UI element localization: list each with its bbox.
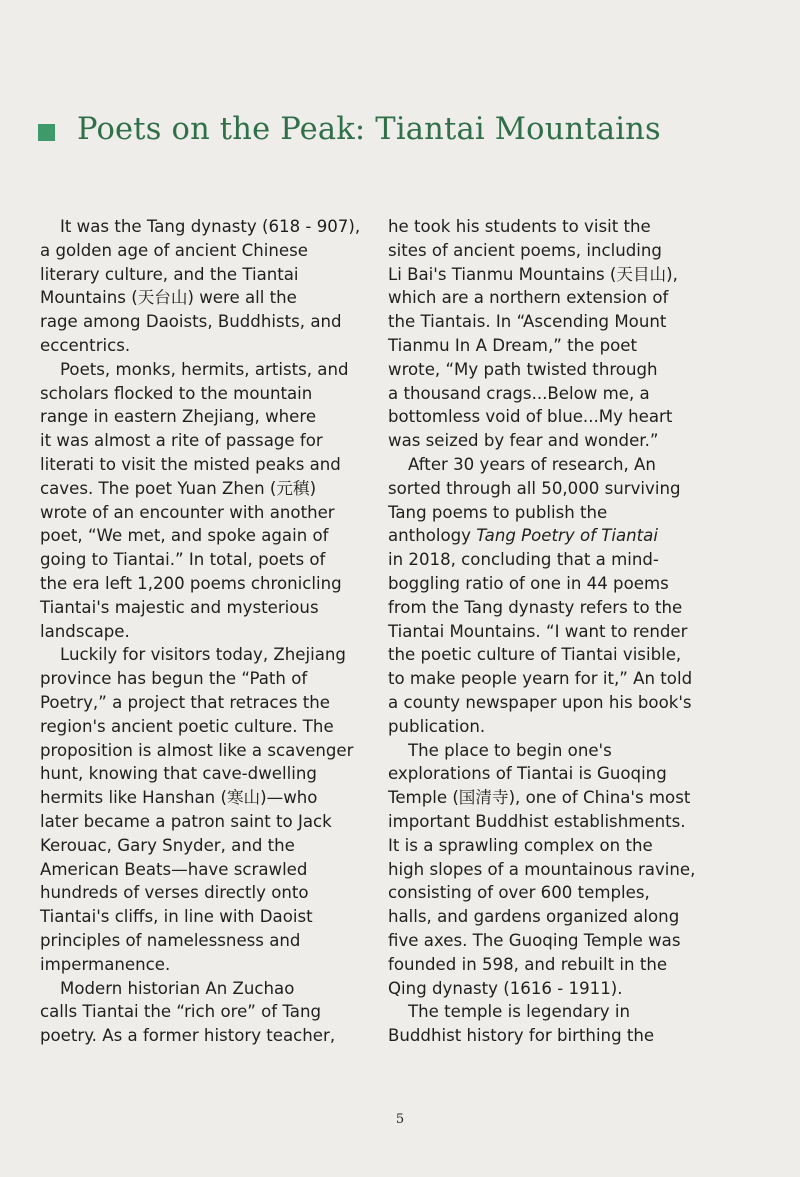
text-line: which are a northern extension of [388,288,669,308]
text-line: in 2018, concluding that a mind- [388,550,659,570]
text-line: After 30 years of research, An [408,454,656,474]
text-line: Luckily for visitors today, Zhejiang [60,645,346,665]
text-line: sorted through all 50,000 surviving [388,478,681,498]
text-line: literary culture, and the Tiantai [40,264,299,284]
text-line: Qing dynasty (1616 - 1911). [388,978,623,998]
text-line: Poets, monks, hermits, artists, and [60,359,349,379]
text-line: hunt, knowing that cave-dwelling [40,764,317,784]
text-line: a thousand crags...Below me, a [388,383,650,403]
text-line: boggling ratio of one in 44 poems [388,573,669,593]
text-line: he took his students to visit the [388,217,651,236]
text-line: hundreds of verses directly onto [40,883,309,903]
text-line: The temple is legendary in [408,1002,630,1022]
text-line: publication. [388,716,486,736]
text-line: sites of ancient poems, including [388,240,662,260]
left-column [40,215,366,1048]
text-line: bottomless void of blue...My heart [388,407,673,427]
text-line: Tiantai's majestic and mysterious [40,597,319,617]
text-line: it was almost a rite of passage for [40,431,323,451]
right-column [388,215,714,1048]
text-line: Poetry,” a project that retraces the [40,692,331,712]
text-line: region's ancient poetic culture. The [40,716,334,736]
text-line: Tang poems to publish the [388,502,608,522]
page-number: 5 [395,1112,405,1127]
text-line: going to Tiantai.” In total, poets of [40,550,326,570]
text-line: Buddhist history for birthing the [388,1026,655,1046]
text-line: five axes. The Guoqing Temple was [388,930,681,950]
text-line: a county newspaper upon his book's [388,692,692,712]
text-line: halls, and gardens organized along [388,907,680,927]
text-line: Modern historian An Zuchao [60,978,295,998]
text-line: range in eastern Zhejiang, where [40,407,317,427]
text-line: calls Tiantai the “rich ore” of Tang [40,1002,322,1022]
text-line: proposition is almost like a scavenger [40,740,354,760]
text-line: hermits like Hanshan (寒山)—who [40,788,318,808]
text-line: Kerouac, Gary Snyder, and the [40,835,295,855]
text-line: Li Bai's Tianmu Mountains (天目山), [388,264,678,284]
text-line: the Tiantais. In “Ascending Mount [388,312,667,332]
text-line: Tianmu In A Dream,” the poet [388,335,638,355]
text-line: was seized by fear and wonder.” [388,431,659,451]
text-line: poet, “We met, and spoke again of [40,526,329,546]
text-line: to make people yearn for it,” An told [388,669,693,689]
text-line: scholars flocked to the mountain [40,383,313,403]
heading-square-marker [38,124,55,141]
text-line: Temple (国清寺), one of China's most [388,788,691,808]
text-line: wrote of an encounter with another [40,502,335,522]
text-line: high slopes of a mountainous ravine, [388,859,696,879]
text-line: It is a sprawling complex on the [388,835,653,855]
text-line: literati to visit the misted peaks and [40,454,341,474]
text-line: Mountains (天台山) were all the [40,288,297,308]
text-line: founded in 598, and rebuilt in the [388,954,668,974]
text-run: anthology [388,526,471,546]
text-line: from the Tang dynasty refers to the [388,597,683,617]
text-line: principles of namelessness and [40,930,301,950]
text-line: eccentrics. [40,335,131,355]
page-header [38,112,661,147]
text-line: wrote, “My path twisted through [388,359,658,379]
text-line: Tiantai's cliffs, in line with Daoist [40,907,313,927]
text-line: province has begun the “Path of [40,669,308,689]
text-line: consisting of over 600 temples, [388,883,650,903]
text-line: landscape. [40,621,130,641]
text-line: later became a patron saint to Jack [40,811,332,831]
text-line: the poetic culture of Tiantai visible, [388,645,682,665]
text-line: a golden age of ancient Chinese [40,240,308,260]
text-line: rage among Daoists, Buddhists, and [40,312,342,332]
text-line: The place to begin one's [408,740,612,760]
book-title: Tang Poetry of Tiantai [476,526,658,546]
text-line: Tiantai Mountains. “I want to render [388,621,688,641]
text-line [388,524,714,548]
text-line: American Beats—have scrawled [40,859,308,879]
text-line: the era left 1,200 poems chronicling [40,573,342,593]
text-line: explorations of Tiantai is Guoqing [388,764,667,784]
text-line: poetry. As a former history teacher, [40,1026,336,1046]
page-title: Poets on the Peak: Tiantai Mountains [77,112,661,147]
text-line: It was the Tang dynasty (618 - 907), [60,217,361,236]
text-line: caves. The poet Yuan Zhen (元稹) [40,478,317,498]
text-line: impermanence. [40,954,171,974]
text-line: important Buddhist establishments. [388,811,686,831]
